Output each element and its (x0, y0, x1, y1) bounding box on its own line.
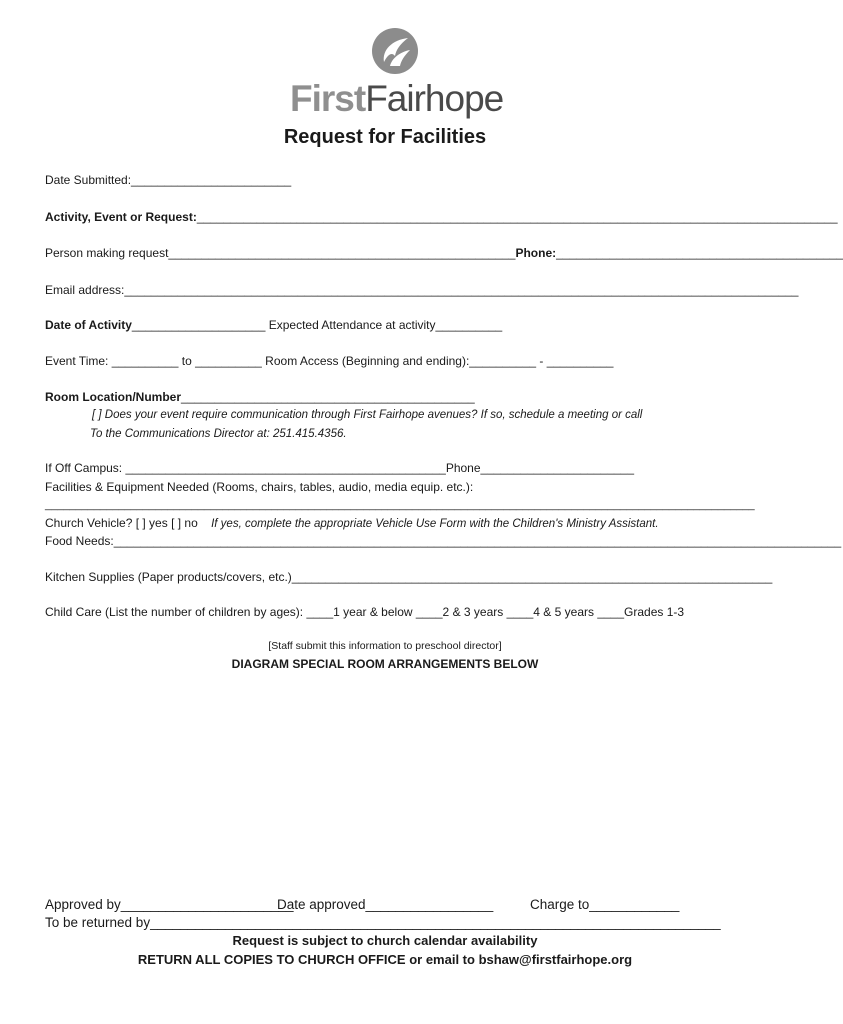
logo-fairhope-text: Fairhope (365, 78, 504, 119)
logo-first-text: First (290, 78, 366, 119)
diagram-heading: DIAGRAM SPECIAL ROOM ARRANGEMENTS BELOW (231, 657, 539, 671)
facilities-needed-label: Facilities & Equipment Needed (Rooms, chairs, tables, audio, media equip. etc.): (45, 480, 474, 494)
activity-blank: ________________________________________________________________________________________________ (196, 210, 838, 224)
room-location-label: Room Location/Number (45, 390, 182, 404)
phone-blank: ___________________________________________ (556, 246, 843, 260)
event-time-row[interactable]: Event Time: __________ to __________ Room Access (Beginning and ending):__________ - __________ (45, 354, 614, 368)
facilities-needed-blank[interactable]: ____________________________________________________________________________________________________________________ (45, 499, 755, 511)
footer-return-instructions: RETURN ALL COPIES TO CHURCH OFFICE or email to bshaw@firstfairhope.org (137, 952, 633, 967)
activity-field[interactable] (45, 209, 838, 225)
date-activity-label: Date of Activity (45, 318, 132, 332)
church-vehicle-row[interactable] (45, 515, 659, 532)
date-approved-field[interactable]: Date approved_________________ (277, 897, 494, 912)
logo-wordmark (290, 78, 504, 128)
person-label: Person making request (45, 246, 169, 260)
person-blank: ____________________________________________________ (168, 246, 516, 260)
communications-checkbox-line[interactable]: [ ] Does your event require communication through First Fairhope avenues? If so, schedule a meeting or call (92, 409, 643, 421)
footer-availability-note: Request is subject to church calendar availability (232, 933, 538, 948)
date-of-activity-row[interactable] (45, 317, 502, 333)
staff-note: [Staff submit this information to preschool director] (268, 640, 502, 652)
date-submitted-field[interactable]: Date Submitted:________________________ (45, 173, 292, 187)
first-fairhope-logo (290, 26, 504, 126)
phone-label: Phone: (515, 246, 557, 260)
email-field[interactable]: Email address:_____________________________________________________________________________________________________ (45, 283, 799, 297)
room-location-blank: ____________________________________________ (181, 390, 475, 404)
food-needs-field[interactable]: Food Needs:_____________________________________________________________________________________________________________ (45, 534, 842, 548)
date-activity-rest: ____________________ Expected Attendance at activity__________ (131, 318, 503, 332)
communications-director-note: To the Communications Director at: 251.415.4356. (90, 428, 347, 440)
returned-by-field[interactable]: To be returned by____________________________________________________________________________ (45, 915, 721, 930)
child-care-row[interactable]: Child Care (List the number of children by ages): ____1 year & below ____2 & 3 years ____4 & 5 years ____Grades 1-3 (45, 605, 685, 619)
activity-label: Activity, Event or Request: (45, 210, 197, 224)
charge-to-field[interactable]: Charge to____________ (530, 897, 680, 912)
church-vehicle-options[interactable]: Church Vehicle? [ ] yes [ ] no (45, 516, 198, 530)
flame-logo-icon (370, 26, 420, 76)
vehicle-use-note: If yes, complete the appropriate Vehicle Use Form with the Children's Ministry Assistant. (211, 518, 659, 530)
room-location-row[interactable] (45, 389, 475, 405)
page-title: Request for Facilities (283, 126, 487, 148)
approved-by-field[interactable]: Approved by_______________________ (45, 897, 294, 912)
off-campus-row[interactable]: If Off Campus: ________________________________________________Phone_______________________ (45, 461, 635, 475)
kitchen-supplies-field[interactable]: Kitchen Supplies (Paper products/covers, etc.)________________________________________________________________________ (45, 570, 773, 584)
person-phone-row[interactable] (45, 245, 843, 261)
